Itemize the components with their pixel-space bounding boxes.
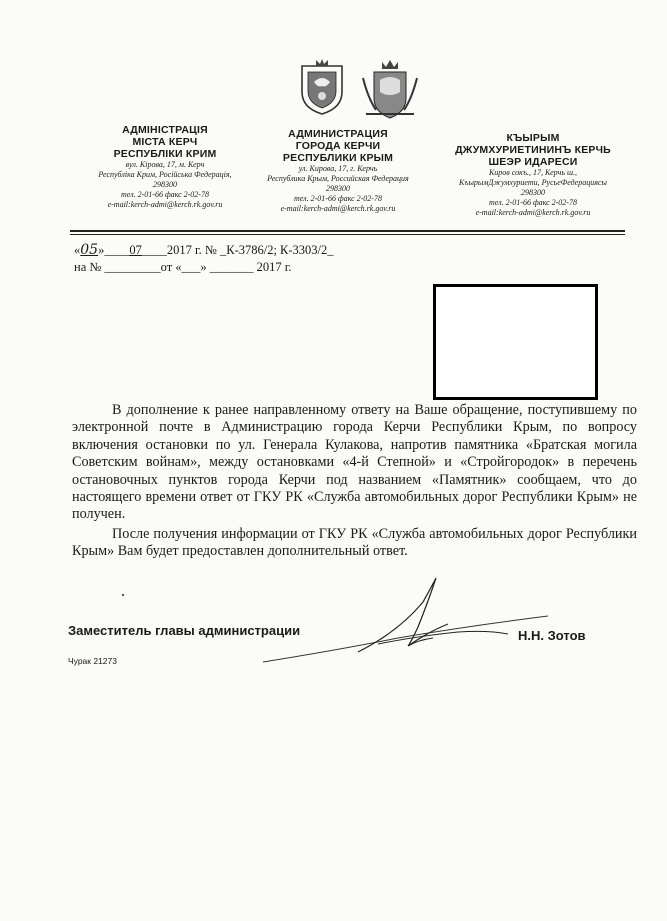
- header-phone: тел. 2-01-66 факс 2-02-78: [294, 194, 382, 203]
- header-email: e-mail:kerch-admi@kerch.rk.gov.ru: [280, 204, 396, 213]
- header-title-line: ШЕЭР ИДАРЕСИ: [488, 156, 578, 168]
- header-title-line: МІСТА КЕРЧ: [132, 136, 198, 148]
- header-address-line: Республіка Крим, Російська Федерація,: [98, 170, 232, 179]
- header-address-line: вул. Кірова, 17, м. Керч: [125, 160, 205, 169]
- header-title-line: ДЖУМХУРИЕТИНИНЪ КЕРЧЬ: [455, 144, 611, 156]
- header-title-line: РЕСПУБЛІКИ КРИМ: [113, 148, 217, 160]
- header-divider: [70, 234, 625, 235]
- header-title-line: АДМИНИСТРАЦИЯ: [288, 128, 388, 140]
- executor-note: Чурак 21273: [68, 656, 117, 666]
- header-address-line: Киров сокъ., 17, Керчь ш.,: [488, 168, 578, 177]
- signatory-position: Заместитель главы администрации: [68, 623, 301, 638]
- ref-day: 05: [80, 242, 99, 258]
- outgoing-reference: [74, 243, 334, 257]
- incoming-reference: на № _________от «___» _______ 2017 г.: [74, 260, 292, 274]
- letterhead-crimean-tatar: [438, 132, 628, 218]
- header-address-line: ул. Кирова, 17, г. Керчь: [298, 164, 378, 173]
- header-title-line: РЕСПУБЛИКИ КРЫМ: [282, 152, 394, 164]
- header-address-line: КъырымДжумхуриети, РусьеФедерациясы: [459, 178, 607, 187]
- header-phone: тел. 2-01-66 факс 2-02-78: [121, 190, 209, 199]
- signatory-name: Н.Н. Зотов: [518, 628, 586, 643]
- redacted-addressee-box: [433, 284, 598, 400]
- header-divider: [70, 230, 625, 232]
- header-title-line: АДМІНІСТРАЦІЯ: [122, 124, 208, 136]
- ref-mid: »____: [98, 243, 130, 257]
- header-phone: тел. 2-01-66 факс 2-02-78: [489, 198, 577, 207]
- crimea-coat-of-arms-icon: [298, 58, 346, 116]
- header-address-line: Республика Крым, Российская Федерация: [267, 174, 409, 183]
- letterhead-russian: [248, 128, 428, 214]
- letter-body: [72, 402, 637, 563]
- header-email: e-mail:kerch-admi@kerch.rk.gov.ru: [107, 200, 223, 209]
- header-address-line: 298300: [326, 184, 350, 193]
- body-paragraph: В дополнение к ранее направленному ответу на Ваше обращение, поступившему по электронной почте в Администрацию города Керчи Республики Крым, по вопросу включения остановки по ул. Генерала Кулакова, напротив памятника «Братская могила Советским войнам», между остановками «4-й Степной» и «Стройгородок» в перечень остановочных пунктов города Керчи под названием «Памятник» сообщаем, что до настоящего времени ответ от ГКУ РК «Служба автомобильных дорог Республики Крым» не получен.: [72, 402, 637, 523]
- letterhead-ukrainian: [70, 124, 260, 210]
- handwritten-signature-icon: [258, 572, 558, 667]
- ref-number: _К-3786/2; К-3303/2_: [219, 243, 334, 257]
- ink-dot: [122, 594, 124, 596]
- header-title-line: ГОРОДА КЕРЧИ: [295, 140, 381, 152]
- body-paragraph: После получения информации от ГКУ РК «Служба автомобильных дорог Республики Крым» Вам будет предоставлен дополнительный ответ.: [72, 525, 637, 560]
- ref-quote: «: [74, 243, 81, 257]
- header-address-line: 298300: [153, 180, 177, 189]
- header-title-line: КЪЫРЫМ: [506, 132, 560, 144]
- ref-year: ____2017 г. №: [141, 243, 217, 257]
- header-email: e-mail:kerch-admi@kerch.rk.gov.ru: [475, 208, 591, 217]
- ref-month: 07: [129, 243, 142, 257]
- header-address-line: 298300: [521, 188, 545, 197]
- kerch-coat-of-arms-icon: [360, 58, 420, 122]
